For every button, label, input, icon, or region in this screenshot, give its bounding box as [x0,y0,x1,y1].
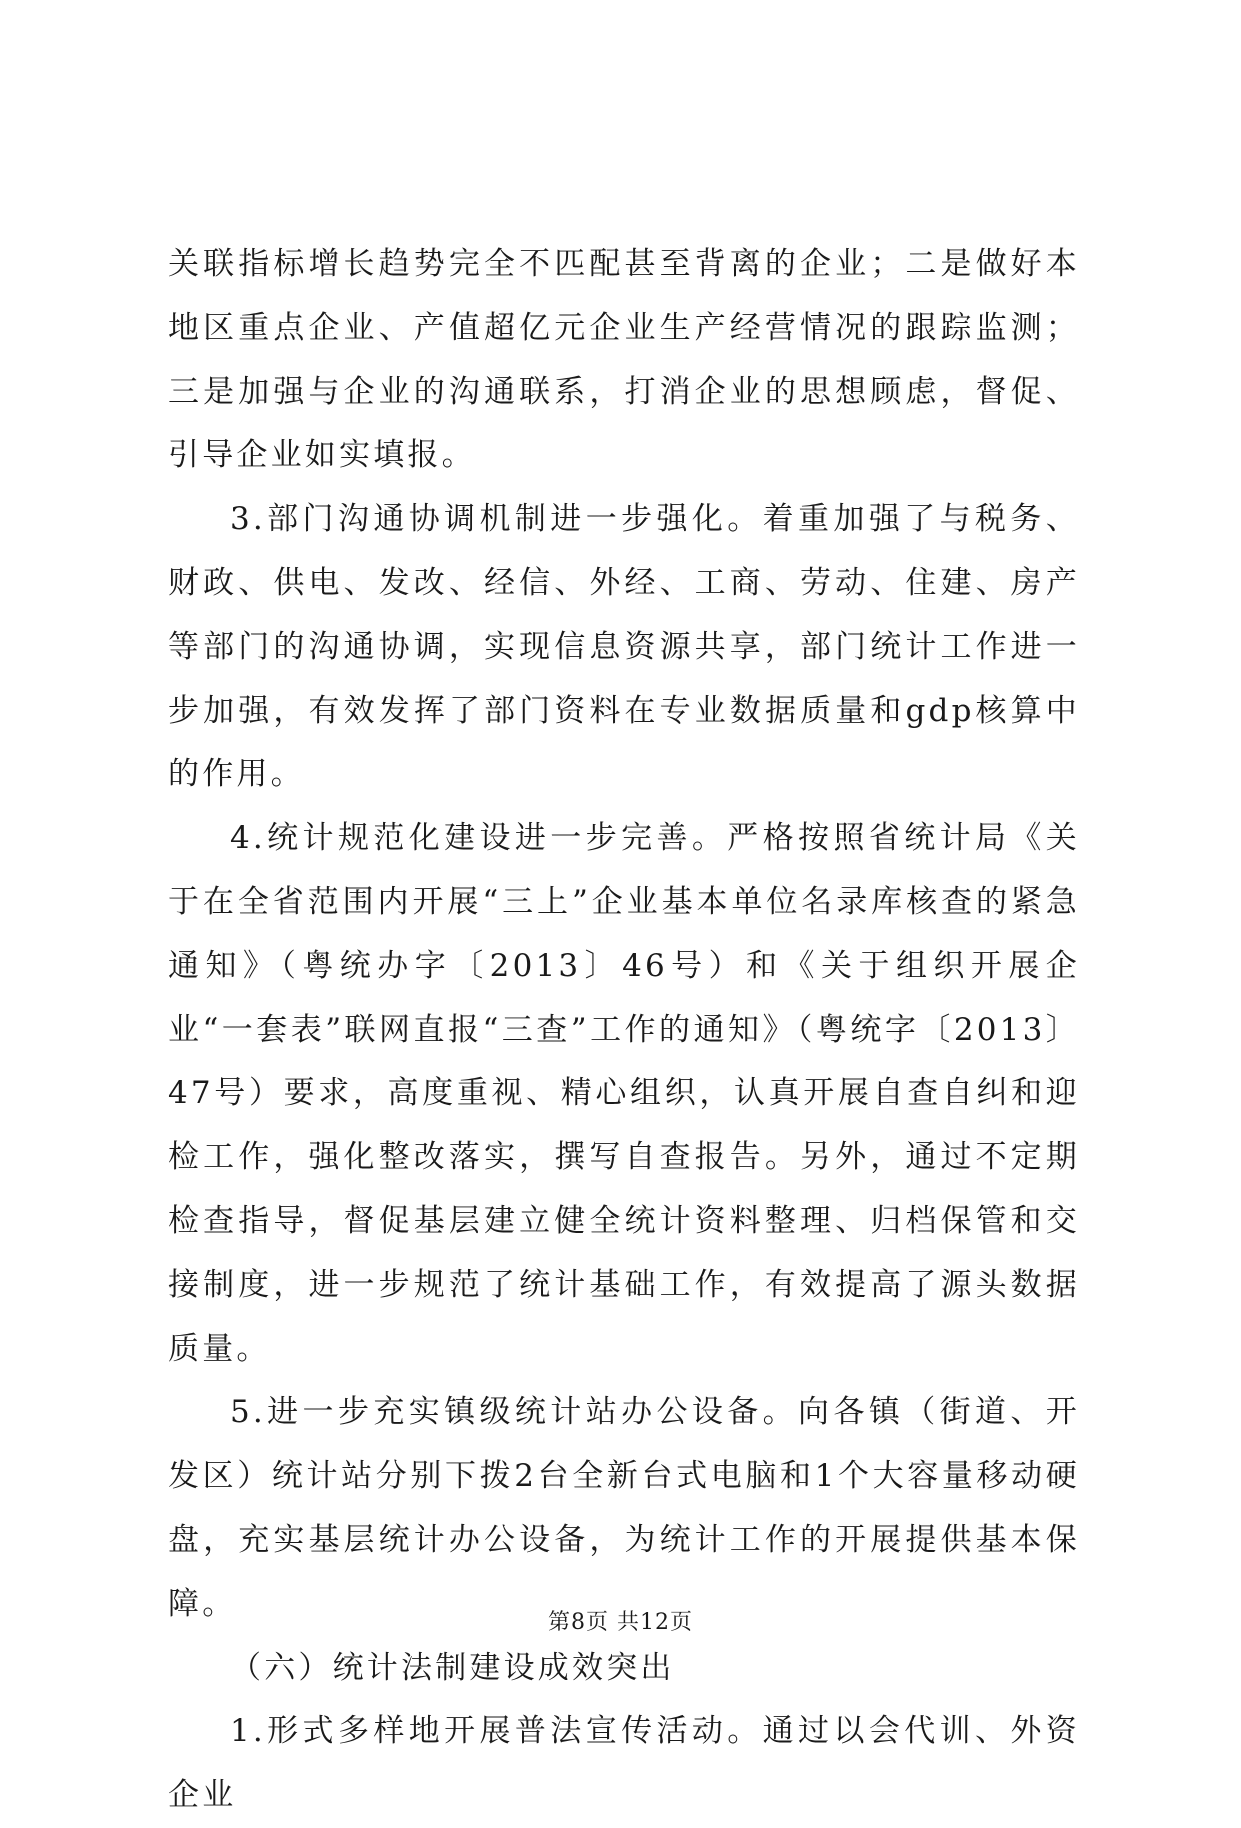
paragraph-5-equipment: 5.进一步充实镇级统计站办公设备。向各镇（街道、开发区）统计站分别下拨2台全新台式电脑和1个大容量移动硬盘，充实基层统计办公设备，为统计工作的开展提供基本保障。 [168,1394,1080,1622]
section-heading-6: （六）统计法制建设成效突出 [230,1649,675,1686]
paragraph-1-legal-publicity: 1.形式多样地开展普法宣传活动。通过以会代训、外资企业 [168,1713,1080,1814]
paragraph-4-standardization: 4.统计规范化建设进一步完善。严格按照省统计局《关于在全省范围内开展“三上”企业基本单位名录库核查的紧急通知》（粤统办字〔2013〕46号）和《关于组织开展企业“一套表”联网直报“三查”工作的通知》（粤统字〔2013〕47号）要求，高度重视、精心组织，认真开展自查自纠和迎检工作，强化整改落实，撰写自查报告。另外，通过不定期检查指导，督促基层建立健全统计资料整理、归档保管和交接制度，进一步规范了统计基础工作，有效提高了源头数据质量。 [168,820,1080,1367]
body-text [168,233,1080,1828]
paragraph-continuation: 关联指标增长趋势完全不匹配甚至背离的企业；二是做好本地区重点企业、产值超亿元企业生产经营情况的跟踪监测；三是加强与企业的沟通联系，打消企业的思想顾虑，督促、引导企业如实填报。 [168,246,1080,474]
paragraph-3-department-coordination: 3.部门沟通协调机制进一步强化。着重加强了与税务、财政、供电、发改、经信、外经、工商、劳动、住建、房产等部门的沟通协调，实现信息资源共享，部门统计工作进一步加强，有效发挥了部门资料在专业数据质量和gdp核算中的作用。 [168,501,1080,793]
page-footer: 第8页 共12页 [548,1610,693,1635]
